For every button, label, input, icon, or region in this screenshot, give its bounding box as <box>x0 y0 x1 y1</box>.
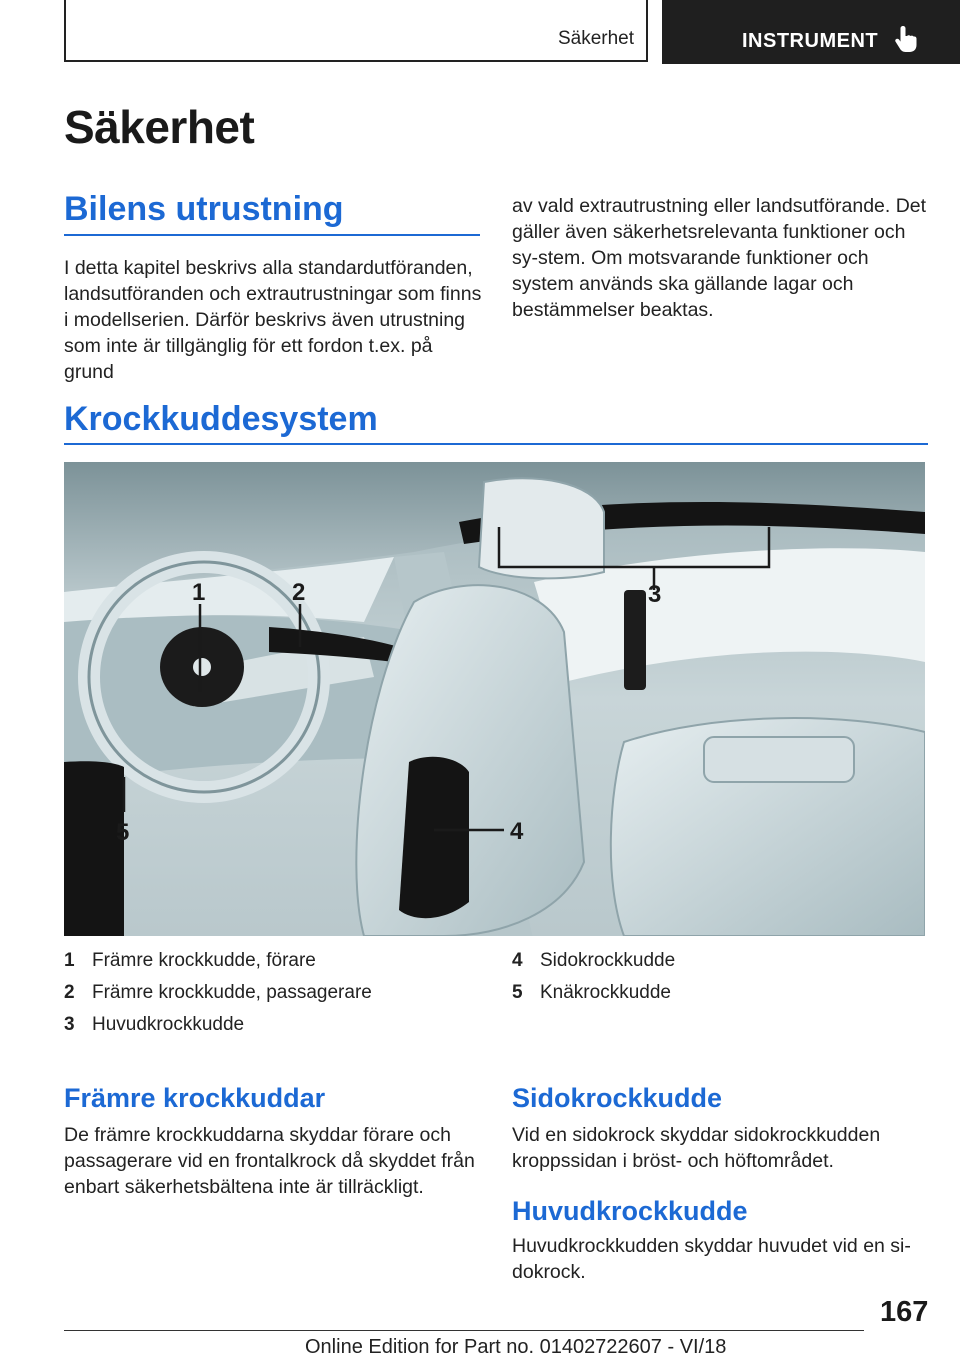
page-number: 167 <box>880 1296 929 1328</box>
section1-paragraph-right: av vald extrautrustning eller landsutförande. Det gäller även säkerhetsrelevanta funktioner och sy-stem. Om motsvarande funktioner och system används ska gällande lagar och bestämmelser beaktas. <box>512 195 927 321</box>
legend-text: Främre krockkudde, förare <box>92 950 316 971</box>
legend-text: Knäkrockkudde <box>540 982 671 1003</box>
section-rule-long <box>64 443 928 445</box>
legend-number: 4 <box>512 950 523 971</box>
section-title-bilens-utrustning: Bilens utrustning <box>64 190 344 228</box>
header-chapter-tab <box>662 0 960 64</box>
subsection-title-huvudkrockkudde: Huvudkrockkudde <box>512 1196 748 1226</box>
header-section-tab <box>64 0 648 62</box>
legend-number: 3 <box>64 1014 75 1035</box>
callout-2: 2 <box>292 579 306 606</box>
brand-logo <box>193 658 211 676</box>
subsection-text-sidokrockkudde: Vid en sidokrock skyddar sidokrockkudden kroppssidan i bröst- och höftområdet. <box>512 1124 881 1172</box>
section-tab-label: Säkerhet <box>557 28 634 49</box>
legend-text: Främre krockkudde, passagerare <box>92 982 372 1003</box>
chapter-tab-label: INSTRUMENT <box>742 30 879 52</box>
knee-airbag <box>64 761 124 936</box>
side-airbag <box>399 757 469 918</box>
airbag-system-illustration <box>64 462 925 936</box>
subsection-title-framre-krockkuddar: Främre krockkuddar <box>64 1083 326 1113</box>
section-title-krockkuddesystem: Krockkuddesystem <box>64 400 378 438</box>
legend-text: Huvudkrockkudde <box>92 1014 245 1035</box>
subsection-title-sidokrockkudde: Sidokrockkudde <box>512 1083 723 1113</box>
legend-number: 1 <box>64 950 75 971</box>
legend-item <box>512 950 675 972</box>
callout-3: 3 <box>648 581 662 608</box>
subsection-text-huvudkrockkudde: Huvudkrockkudden skyddar huvudet vid en si-dokrock. <box>512 1235 911 1283</box>
legend-number: 5 <box>512 982 523 1003</box>
callout-4: 4 <box>510 818 524 845</box>
legend-number: 2 <box>64 982 75 1003</box>
legend-item <box>64 1014 244 1036</box>
callout-1: 1 <box>192 579 206 606</box>
footer-rule <box>64 1330 864 1331</box>
figure-legend <box>64 950 928 1050</box>
legend-item <box>64 950 316 972</box>
section-rule <box>64 234 480 236</box>
subsection-text-framre-krockkuddar: De främre krockkuddarna skyddar förare och passagerare vid en frontalkrock då skyddet från enbart säkerhetsbältena inte är tillräckligt. <box>64 1124 475 1198</box>
page-title: Säkerhet <box>64 101 255 153</box>
section1-paragraph-left: I detta kapitel beskrivs alla standardutföranden, landsutföranden och extrautrustningar som finns i modellserien. Därför beskrivs även utrustning som inte är tillgänglig för ett fordon t.ex. på grund <box>64 257 482 383</box>
callout-5: 5 <box>116 819 130 846</box>
legend-item <box>64 982 372 1004</box>
hand-pointer-icon <box>894 24 918 54</box>
footer-edition-text: Online Edition for Part no. 01402722607 - VI/18 <box>305 1336 727 1358</box>
legend-item <box>512 982 671 1004</box>
legend-text: Sidokrockkudde <box>540 950 676 971</box>
